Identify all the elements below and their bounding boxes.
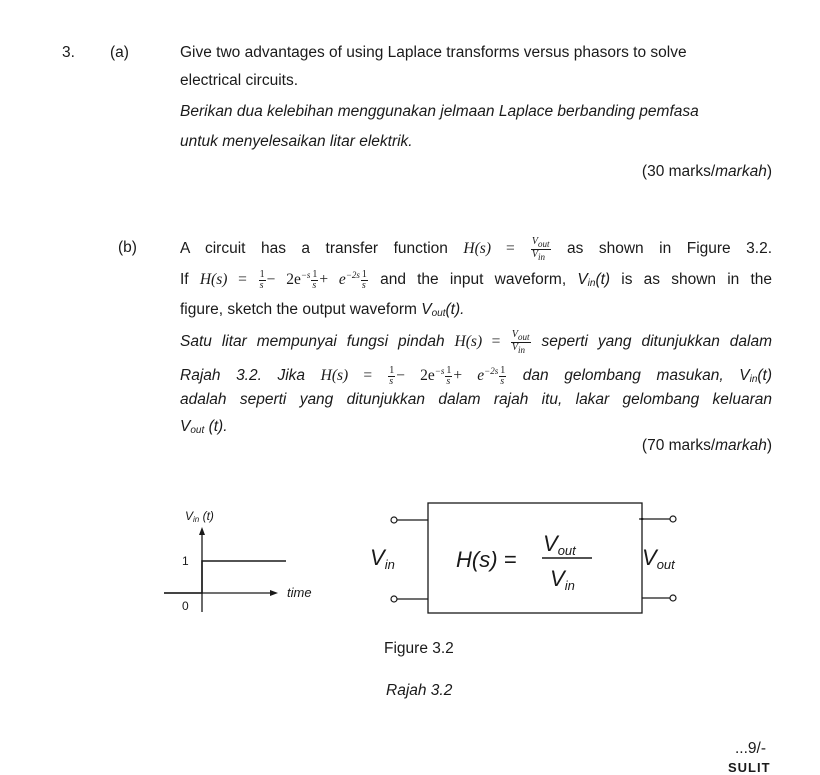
marks-close: ): [766, 437, 772, 454]
marks-ms: markah: [715, 163, 767, 180]
block-h-label: H(s) =: [456, 547, 517, 572]
figure-caption-en: Figure 3.2: [384, 640, 454, 657]
b-ms1-text: Satu litar mempunyai fungsi pindah: [180, 333, 445, 351]
transfer-block-diagram: [360, 495, 700, 625]
page-continued: ...9/-: [735, 740, 767, 757]
transfer-function-2: H(s) = $\frac{V_{out}}{V_{in}}$: [454, 329, 530, 355]
vout-t-1: Vout(t).: [421, 301, 465, 319]
b-en2-tail2: is as shown in the: [621, 271, 773, 289]
part-b-en-line2: [180, 270, 772, 291]
part-a-en-line1: Give two advantages of using Laplace transforms versus phasors to solve: [180, 44, 687, 61]
b-ms2-tail: dan gelombang masukan,: [522, 367, 724, 385]
y-axis-arrow-icon: [199, 527, 205, 535]
time-label: time: [287, 585, 312, 600]
part-b-ms-line3: adalah seperti yang ditunjukkan dalam rajah itu, lakar gelombang keluaran: [180, 391, 772, 408]
part-a-label: (a): [110, 44, 129, 61]
part-a-en-line2: electrical circuits.: [180, 72, 298, 89]
block-vout: Vout: [642, 545, 675, 572]
output-terminal-bottom: [670, 595, 676, 601]
graph-ylabel: Vin (t): [185, 509, 214, 524]
marks-open: (30 marks/: [641, 163, 716, 180]
part-b-marks: [642, 437, 772, 455]
b-en2-tail: and the input waveform,: [380, 271, 567, 289]
part-b-en-line1: [180, 237, 772, 262]
output-terminal-top: [670, 516, 676, 522]
block-frac-den: Vin: [550, 566, 575, 593]
vout-t-2: Vout (t).: [180, 418, 228, 436]
input-terminal-top: [391, 517, 397, 523]
tick-zero: 0: [182, 599, 189, 613]
part-b-label: (b): [118, 239, 137, 256]
transfer-function-1: H(s) = $\frac{V_{out}}{V_{in}}$: [463, 236, 550, 262]
part-a-ms-line2: untuk menyelesaikan litar elektrik.: [180, 133, 413, 150]
part-b-ms-line2: [180, 366, 772, 387]
h-expression-2: H(s) = $\frac{1}{s}$ − $2e^{-s}$ $\frac{1}{s}$ + $e^{-2s}$ $\frac{1}{s}$: [320, 365, 506, 388]
b-en1-text: A circuit has a transfer function: [180, 240, 448, 258]
part-a-marks: [642, 163, 772, 181]
b-ms1-tail: seperti yang ditunjukkan dalam: [541, 333, 773, 351]
block-frac-num: Vout: [543, 531, 576, 558]
vin-t-2: Vin(t): [739, 367, 773, 386]
b-ms2-pre: Rajah 3.2. Jika: [180, 367, 306, 385]
input-terminal-bottom: [391, 596, 397, 602]
b-en2-pre: If: [180, 271, 189, 289]
marks-ms: markah: [715, 437, 767, 454]
h-expression-1: H(s) = $\frac{1}{s}$ − $2e^{-s}$ $\frac{1}{s}$ + $e^{-2s}$ $\frac{1}{s}$: [199, 269, 367, 292]
sulit-mark: SULIT: [728, 760, 771, 775]
part-b-ms-line1: [180, 330, 772, 355]
part-a-ms-line1: Berikan dua kelebihan menggunakan jelmaan Laplace berbanding pemfasa: [180, 103, 699, 120]
tick-one: 1: [182, 554, 189, 568]
block-vin: Vin: [370, 545, 395, 572]
marks-open: (70 marks/: [641, 437, 716, 454]
part-b-en-line3: [180, 301, 464, 319]
question-number: 3.: [62, 44, 75, 61]
input-waveform-graph: [160, 500, 330, 620]
b-en3-text: figure, sketch the output waveform: [180, 301, 417, 318]
b-en1-tail: as shown in Figure 3.2.: [567, 240, 773, 258]
x-axis-arrow-icon: [270, 590, 278, 596]
marks-close: ): [766, 163, 772, 180]
figure-caption-ms: Rajah 3.2: [386, 682, 453, 699]
vin-t-1: Vin(t): [577, 271, 611, 290]
